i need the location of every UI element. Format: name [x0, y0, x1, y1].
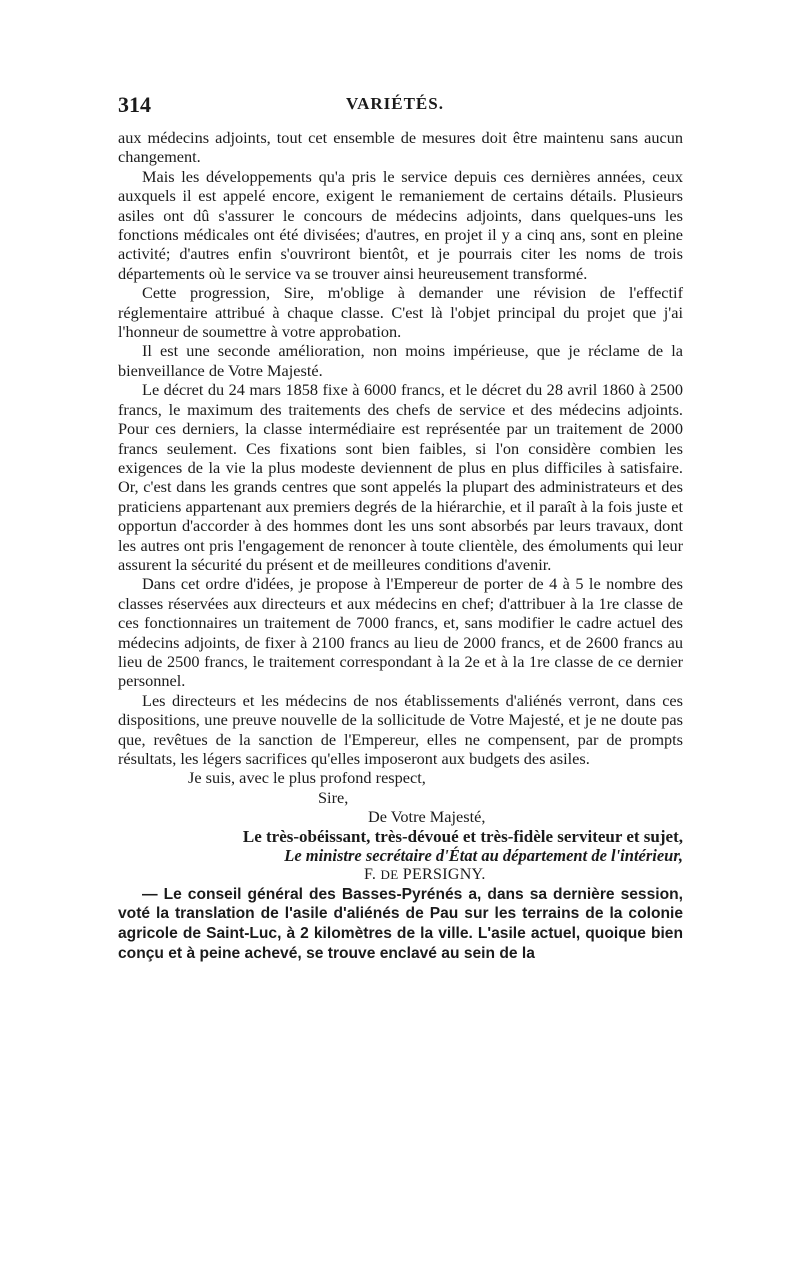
name-prefix: F.: [364, 866, 377, 884]
de-votre-majeste: De Votre Majesté,: [368, 807, 486, 827]
paragraph: Il est une seconde amélioration, non moins impérieuse, que je réclame de la bienveillance de Votre Majesté.: [118, 341, 683, 380]
page-number: 314: [118, 92, 151, 117]
paragraph: Le décret du 24 mars 1858 fixe à 6000 francs, et le décret du 28 avril 1860 à 2500 francs, le maximum des traitements des chefs de service et des médecins adjoints. Pour ces derniers, la classe intermédiaire est représentée par un traitement de 2000 francs seulement. Ces fixations sont bien faibles, si l'on considère combien les exigences de la vie la plus modeste deviennent de plus en plus difficiles à satisfaire. Or, c'est dans les grands centres que sont appelés la plupart des administrateurs et des praticiens appartenant aux premiers degrés de la hiérarchie, et il paraît à la fois juste et opportun d'accorder à des hommes dont les uns sont absorbés par leurs travaux, dont les autres ont pris l'engagement de renoncer à toute clientèle, des émoluments qui leur assurent la sécurité du présent et de meilleures conditions d'avenir.: [118, 380, 683, 574]
paragraph: Mais les développements qu'a pris le service depuis ces dernières années, ceux auxquels il est appelé encore, exigent le remaniement de certains détails. Plusieurs asiles ont dû s'assurer le concours de médecins adjoints, dans quelques-uns les fonctions médicales ont été divisées; d'autres, en projet il y a cinq ans, sont en pleine activité; d'autres enfin s'ouvriront bientôt, et je pourrais citer les noms de trois départements où le service va se trouver ainsi heureusement transformé.: [118, 166, 683, 283]
news-dash: —: [142, 885, 164, 903]
name-particle: DE: [380, 867, 399, 883]
page-header: [118, 92, 683, 118]
signature-block: [118, 768, 683, 884]
news-text: Le conseil général des Basses-Pyrénés a, dans sa dernière session, voté la translation de l'asile d'aliénés de Pau sur les terrains de la colonie agricole de Saint-Luc, à 2 kilomètres de la ville. L'asile actuel, quoique bien conçu et à peine achevé, se trouve enclavé au sein de la: [118, 885, 683, 962]
paragraph: Dans cet ordre d'idées, je propose à l'Empereur de porter de 4 à 5 le nombre des classes réservées aux directeurs et aux médecins en chef; d'attribuer à la 1re classe de ces fonctionnaires un traitement de 7000 francs, et, sans modifier le cadre actuel des médecins adjoints, de fixer à 2100 francs au lieu de 2000 francs, et de 2600 francs au lieu de 2500 francs, le traitement correspondant à la 2e et à la 1re classe de ce dernier personnel.: [118, 574, 683, 691]
salutation: Sire,: [318, 787, 349, 807]
servant-line: Le très-obéissant, très-dévoué et très-fidèle serviteur et sujet,: [242, 826, 683, 846]
running-head: VARIÉTÉS.: [346, 94, 444, 113]
closing-line: Je suis, avec le plus profond respect,: [188, 768, 426, 788]
paragraph: Cette progression, Sire, m'oblige à demander une révision de l'effectif réglementaire attribué à chaque classe. C'est là l'objet principal du projet que j'ai l'honneur de soumettre à votre approbation.: [118, 283, 683, 342]
news-item: [118, 885, 683, 963]
body-text: [118, 128, 683, 963]
minister-title: Le ministre secrétaire d'État au département de l'intérieur,: [284, 846, 683, 866]
paragraph: Les directeurs et les médecins de nos établissements d'aliénés verront, dans ces dispositions, une preuve nouvelle de la sollicitude de Votre Majesté, et je ne doute pas que, revêtues de la sanction de l'Empereur, elles ne compensent, par de prompts résultats, les légers sacrifices qu'elles imposeront aux budgets des asiles.: [118, 690, 683, 768]
name-surname: PERSIGNY.: [402, 866, 486, 884]
signatory-name: [118, 865, 683, 884]
paragraph: aux médecins adjoints, tout cet ensemble de mesures doit être maintenu sans aucun changement.: [118, 128, 683, 167]
